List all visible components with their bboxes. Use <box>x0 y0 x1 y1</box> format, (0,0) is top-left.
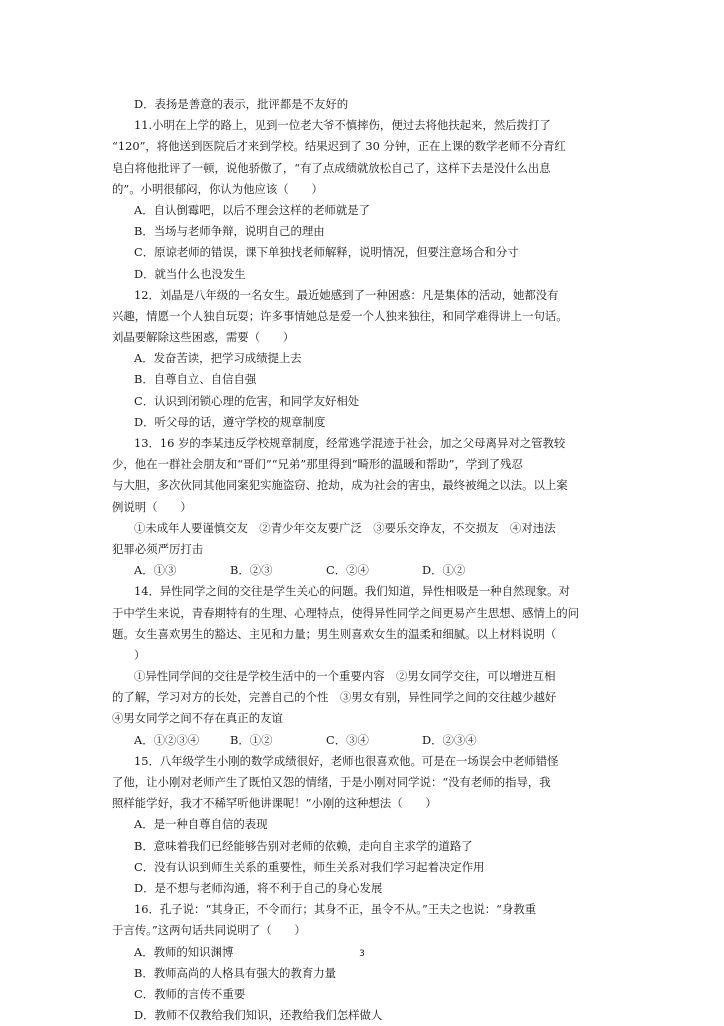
q16-option-b: B．教师高尚的人格具有强大的教育力量 <box>134 965 337 980</box>
q11-option-c: C．原谅老师的错误，课下单独找老师解释，说明情况，但要注意场合和分寸 <box>134 245 519 260</box>
q16-option-c: C．教师的言传不重要 <box>134 986 246 1001</box>
q14-stem-line-1: 14．异性同学之间的交往是学生关心的问题。我们知道，异性相吸是一种自然现象。对 <box>134 584 570 599</box>
q12-option-b: B．自尊自立、自信自强 <box>134 372 257 387</box>
q13-stem-line-1: 13．16 岁的李某违反学校规章制度，经常逃学混迹于社会，加之父母离异对之管教较 <box>134 436 566 450</box>
q15-stem-line-2: 了他，让小刚对老师产生了既怕又怨的情绪，于是小刚对同学说：“没有老师的指导，我 <box>112 775 551 789</box>
q12-stem-line-1: 12．刘晶是八年级的一名女生。最近她感到了一种困惑：凡是集体的活动，她都没有 <box>134 287 559 302</box>
q15-option-d: D．是不想与老师沟通，将不利于自己的身心发展 <box>134 880 383 895</box>
q13-choice-a: A．①③ <box>134 563 177 578</box>
q12-option-c: C．认识到闭锁心理的危害，和同学友好相处 <box>134 393 360 408</box>
q13-choice-b: B．②③ <box>230 563 273 578</box>
q13-choice-d: D．①② <box>422 563 466 578</box>
q15-option-a: A．是一种自尊自信的表现 <box>134 817 268 832</box>
q11-option-b: B．当场与老师争辩，说明自己的理由 <box>134 224 325 239</box>
q13-statements-line-1: ①未成年人要谨慎交友 ②青少年交友要广泛 ③要乐交诤友，不交损友 ④对违法 <box>134 520 556 535</box>
q13-stem-line-2: 少，他在一群社会朋友和“哥们”“兄弟”那里得到“畸形的温暖和帮助”，学到了残忍 <box>112 457 523 472</box>
q14-choice-d: D．②③④ <box>422 732 477 747</box>
q11-option-d: D．就当什么也没发生 <box>134 266 246 281</box>
q11-stem-line-2: “120”，将他送到医院后才来到学校。结果迟到了 30 分钟，正在上课的数学老师不分青红 <box>112 139 566 154</box>
q13-stem-line-4: 例说明（ ） <box>112 499 192 514</box>
q10-option-d: D．表扬是善意的表示，批评都是不友好的 <box>134 97 349 111</box>
q16-option-a: A．教师的知识渊博 <box>134 944 234 959</box>
q14-choice-c: C．③④ <box>326 732 369 747</box>
q16-stem-line-2: 于言传。”这两句话共同说明了（ ） <box>112 923 306 938</box>
q14-statements-line-3: ④男女同学之间不存在真正的友谊 <box>112 711 283 726</box>
q14-choice-b: B．①② <box>230 732 273 747</box>
q14-choice-a: A．①②③④ <box>134 732 200 747</box>
q12-option-d: D．听父母的话，遵守学校的规章制度 <box>134 414 326 429</box>
q15-stem-line-3: 照样能学好，我才不稀罕听他讲课呢！”小刚的这种想法（ ） <box>112 796 437 811</box>
q11-stem-line-1: 11.小明在上学的路上，见到一位老大爷不慎摔伤，便过去将他扶起来，然后拨打了 <box>134 118 551 133</box>
q14-stem-line-2: 于中学生来说，青春期特有的生理、心理特点，使得异性同学之间更易产生思想、感情上的问 <box>112 605 580 620</box>
q14-stem-line-4: ） <box>134 647 146 662</box>
q11-stem-line-4: 的”。小明很郁闷，你认为他应该（ ） <box>112 181 323 196</box>
q12-stem-line-2: 兴趣，情愿一个人独自玩耍；许多事情她总是爱一个人独来独往，和同学难得讲上一句话。 <box>112 308 568 323</box>
q12-stem-line-3: 刘晶要解除这些困惑，需要（ ） <box>112 330 295 345</box>
q15-stem-line-1: 15．八年级学生小刚的数学成绩很好，老师也很喜欢他。可是在一场误会中老师错怪 <box>134 753 559 768</box>
q13-choice-c: C．②④ <box>326 563 369 578</box>
q13-statements-line-2: 犯罪必须严厉打击 <box>112 541 204 556</box>
q11-stem-line-3: 皂白将他批评了一顿，说他骄傲了，“有了点成绩就放松自己了，这样下去是没什么出息 <box>112 160 551 175</box>
q14-statements-line-2: 的了解，学习对方的长处，完善自己的个性 ③男女有别，异性同学之间的交往越少越好 <box>112 690 557 705</box>
q14-stem-line-3: 题。女生喜欢男生的豁达、主见和力量；男生则喜欢女生的温柔和细腻。以上材料说明（ <box>112 626 557 641</box>
q16-stem-line-1: 16．孔子说：“其身正，不令而行；其身不正，虽令不从。”王夫之也说：“身教重 <box>134 902 537 917</box>
q11-option-a: A．自认倒霉吧，以后不理会这样的老师就是了 <box>134 202 371 217</box>
q15-option-c: C．没有认识到师生关系的重要性，师生关系对我们学习起着决定作用 <box>134 859 485 874</box>
q13-stem-line-3: 与大胆，多次伙同其他同案犯实施盗窃、抢劫，成为社会的害虫，最终被绳之以法。以上案 <box>112 478 568 493</box>
q13-choices <box>112 560 612 581</box>
q15-option-b: B．意味着我们已经能够告别对老师的依赖，走向自主求学的道路了 <box>134 838 473 853</box>
document-body <box>112 94 612 1026</box>
q12-option-a: A．发奋苦读，把学习成绩提上去 <box>134 351 302 366</box>
q14-choices <box>112 730 612 751</box>
q16-option-d: D．教师不仅教给我们知识，还教给我们怎样做人 <box>134 1008 383 1023</box>
q14-statements-line-1: ①异性同学间的交往是学校生活中的一个重要内容 ②男女同学交往，可以增进互相 <box>134 669 556 684</box>
page-number: 3 <box>359 949 365 959</box>
